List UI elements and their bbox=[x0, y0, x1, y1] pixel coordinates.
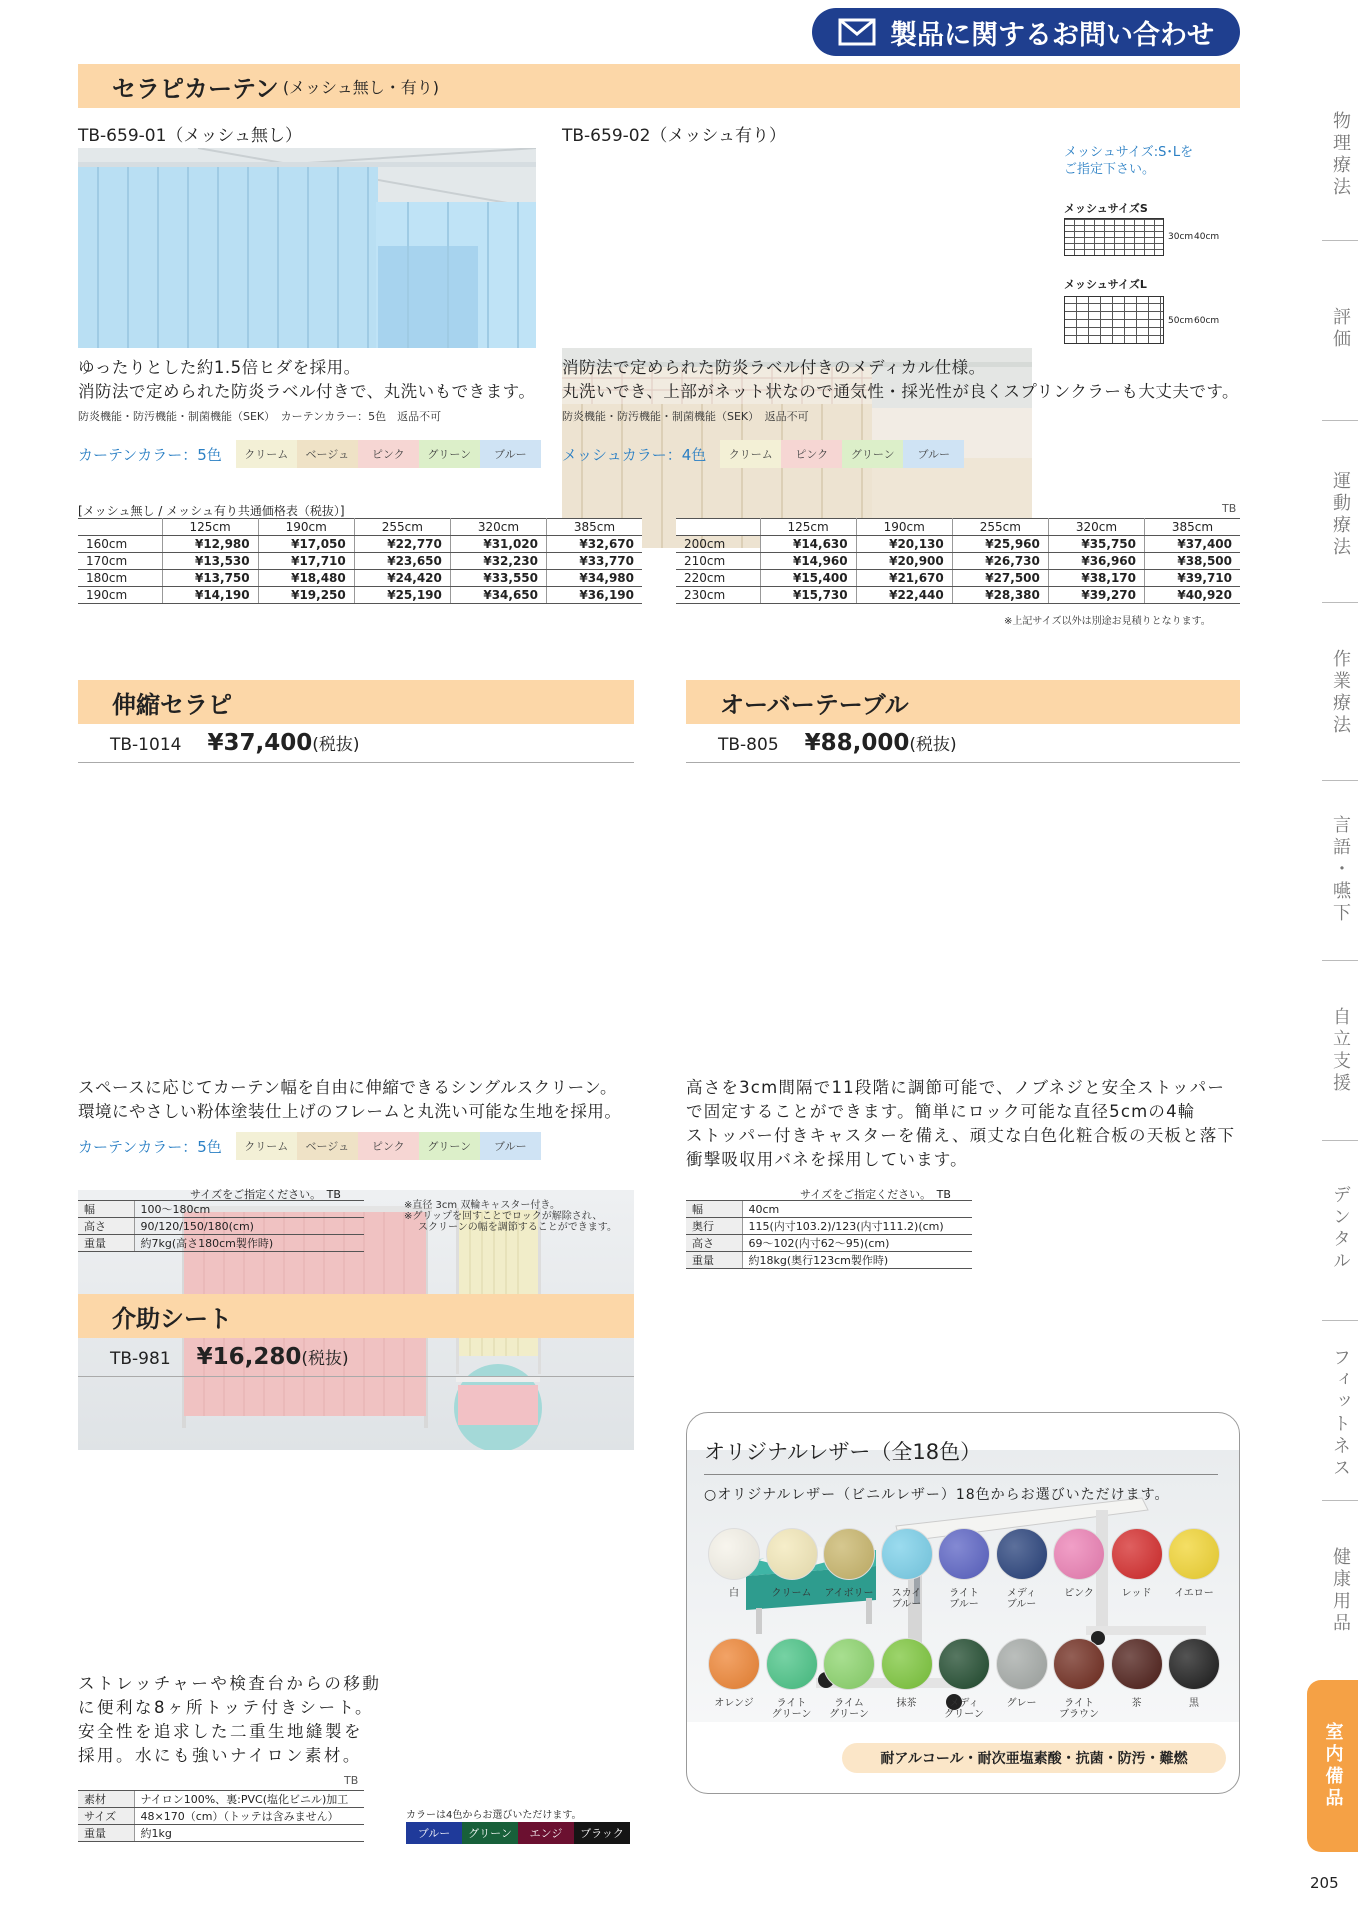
divider bbox=[1322, 780, 1358, 781]
overtable-tax: (税抜) bbox=[909, 735, 957, 755]
kaijo-tax: (税抜) bbox=[301, 1349, 349, 1369]
color-chip-black: ブラック bbox=[574, 1822, 630, 1844]
color-chip-pink: ピンク bbox=[781, 440, 842, 468]
table-row: 220cm ¥15,400 ¥21,670 ¥27,500 ¥38,170 ¥39,710 bbox=[676, 570, 1240, 587]
leather-swatch bbox=[1111, 1528, 1163, 1580]
price-table-note: ※上記サイズ以外は別途お見積りとなります。 bbox=[1004, 616, 1211, 627]
color-chip-cream: クリーム bbox=[236, 1132, 297, 1160]
curtain-right-colors bbox=[562, 440, 964, 468]
leather-swatch bbox=[1053, 1638, 1105, 1690]
table-row: 高さ 69〜102(内寸62〜95)(cm) bbox=[686, 1235, 972, 1252]
leather-swatch bbox=[823, 1528, 875, 1580]
leather-swatch bbox=[881, 1528, 933, 1580]
shinshuku-note-2: ※グリップを回すことでロックが解除され、 bbox=[404, 1211, 603, 1222]
leather-swatch-label: 抹茶 bbox=[896, 1698, 917, 1709]
curtain-left-colors bbox=[78, 440, 541, 468]
shinshuku-price-line bbox=[110, 730, 359, 756]
sidebar-item-exercise-therapy[interactable]: 運動療法 bbox=[1330, 471, 1351, 559]
leather-swatch bbox=[766, 1528, 818, 1580]
color-chip-blue: ブルー bbox=[480, 1132, 541, 1160]
divider bbox=[78, 1376, 634, 1377]
kaijo-spec-code: TB bbox=[344, 1774, 359, 1787]
sidebar-item-physical-therapy[interactable]: 物理療法 bbox=[1330, 111, 1351, 199]
color-chip-blue: ブルー bbox=[903, 440, 964, 468]
price-table-right: 125cm 190cm 255cm 320cm 385cm 200cm ¥14,630 ¥20,130 ¥25,960 ¥35,750 ¥37,400 210cm ¥14,960 ¥20,900 ¥26,730 ¥36,960 ¥38,500 220cm ¥15,400 ¥21,670 ¥27,500 ¥38,170 ¥39,710 230cm ¥15,730 ¥22,440 ¥28,380 ¥39,270 ¥40,920 bbox=[676, 518, 1240, 604]
kaijo-desc-4: 採用。水にも強いナイロン素材。 bbox=[78, 1746, 362, 1765]
divider bbox=[1322, 960, 1358, 961]
curtain-right-note: 防炎機能・防汚機能・制菌機能（SEK） 返品不可 bbox=[562, 410, 809, 423]
table-row: 幅 100〜180cm bbox=[78, 1201, 364, 1218]
leather-swatch bbox=[708, 1638, 760, 1690]
leather-swatch-label: ピンク bbox=[1064, 1588, 1094, 1599]
shinshuku-colors bbox=[78, 1132, 541, 1160]
shinshuku-notes bbox=[404, 1200, 617, 1233]
divider bbox=[686, 762, 1240, 763]
leather-swatch-label: 白 bbox=[729, 1588, 739, 1599]
color-chip-green: グリーン bbox=[419, 1132, 480, 1160]
overtable-desc-2: で固定することができます。簡単にロック可能な直径5cmの4輪 bbox=[686, 1102, 1196, 1121]
leather-swatch-label: オレンジ bbox=[714, 1698, 754, 1709]
sidebar-item-indoor-equipment[interactable]: 室内備品 bbox=[1307, 1680, 1358, 1852]
mesh-l-diagram bbox=[1064, 296, 1164, 344]
mail-icon bbox=[838, 18, 876, 46]
page-number: 205 bbox=[1310, 1874, 1339, 1892]
color-chip-beige: ベージュ bbox=[297, 440, 358, 468]
leather-swatch-label: レッド bbox=[1121, 1588, 1152, 1599]
leather-swatch bbox=[708, 1528, 760, 1580]
mesh-s-dim1: 30cm bbox=[1168, 232, 1194, 242]
section-header-overtable bbox=[686, 680, 1240, 724]
overtable-desc-1: 高さを3cm間隔で11段階に調節可能で、ノブネジと安全ストッパー bbox=[686, 1078, 1226, 1097]
curtain-title: セラピカーテン bbox=[112, 74, 279, 103]
divider bbox=[1322, 602, 1358, 603]
mesh-l-dim2: 60cm bbox=[1194, 316, 1220, 326]
curtain-left-desc bbox=[78, 356, 535, 404]
price-table-code: TB bbox=[1222, 502, 1237, 515]
sidebar-item-speech-swallowing[interactable]: 言語・嚥下 bbox=[1330, 815, 1351, 925]
mesh-l-dim1: 50cm bbox=[1168, 316, 1194, 326]
leather-swatch-label: グレー bbox=[1006, 1698, 1037, 1709]
curtain-left-note: 防炎機能・防汚機能・制菌機能（SEK） カーテンカラー：5色 返品不可 bbox=[78, 410, 442, 423]
table-row: 170cm ¥13,530 ¥17,710 ¥23,650 ¥32,230 ¥33,770 bbox=[78, 553, 642, 570]
leather-subtitle: ○オリジナルレザー（ビニルレザー）18色からお選びいただけます。 bbox=[704, 1487, 1170, 1503]
table-row: 190cm ¥14,190 ¥19,250 ¥25,190 ¥34,650 ¥36,190 bbox=[78, 587, 642, 604]
table-row: 素材 ナイロン100%、裏:PVC(塩化ビニル)加工 bbox=[78, 1791, 364, 1808]
shinshuku-price: ¥37,400 bbox=[207, 730, 313, 756]
contact-button[interactable] bbox=[812, 8, 1240, 56]
table-row: サイズ 48×170（cm）（トッテは含みません） bbox=[78, 1808, 364, 1825]
price-table-left: 125cm 190cm 255cm 320cm 385cm 160cm ¥12,980 ¥17,050 ¥22,770 ¥31,020 ¥32,670 170cm ¥13,530 ¥17,710 ¥23,650 ¥32,230 ¥33,770 180cm ¥13,750 ¥18,480 ¥24,420 ¥33,550 ¥34,980 190cm ¥14,190 ¥19,250 ¥25,190 ¥34,650 ¥36,190 bbox=[78, 518, 642, 604]
table-row: 重量 約7kg(高さ180cm製作時) bbox=[78, 1235, 364, 1252]
color-chip-cream: クリーム bbox=[720, 440, 781, 468]
shinshuku-spec-table bbox=[78, 1200, 364, 1252]
table-row: 180cm ¥13,750 ¥18,480 ¥24,420 ¥33,550 ¥34,980 bbox=[78, 570, 642, 587]
kaijo-price-line bbox=[110, 1344, 349, 1370]
overtable-title: オーバーテーブル bbox=[720, 690, 909, 719]
mesh-s-dim2: 40cm bbox=[1194, 232, 1220, 242]
color-chip-beige: ベージュ bbox=[297, 1132, 358, 1160]
leather-swatch bbox=[996, 1528, 1048, 1580]
leather-swatch-label: メディ ブルー bbox=[1006, 1588, 1037, 1610]
curtain-right-desc bbox=[562, 356, 1239, 404]
leather-swatch-label: イエロー bbox=[1174, 1588, 1214, 1599]
mesh-size-note: メッシュサイズ:S･Lをご指定下さい。 bbox=[1064, 145, 1194, 177]
curtain-left-colors-label: カーテンカラー：5色 bbox=[78, 445, 222, 464]
sidebar-item-dental[interactable]: デンタル bbox=[1330, 1185, 1351, 1273]
kaijo-title: 介助シート bbox=[112, 1304, 232, 1333]
kaijo-desc-2: に便利な8ヶ所トッテ付きシート。 bbox=[78, 1698, 375, 1717]
leather-swatch bbox=[1053, 1528, 1105, 1580]
shinshuku-desc bbox=[78, 1076, 621, 1124]
leather-swatch-label: スカイ ブルー bbox=[891, 1588, 922, 1610]
leather-swatch-label: ライム グリーン bbox=[829, 1698, 869, 1720]
leather-swatch-label: 茶 bbox=[1131, 1698, 1142, 1709]
table-row: 奥行 115(内寸103.2)/123(内寸111.2)(cm) bbox=[686, 1218, 972, 1235]
sidebar-item-occupational-therapy[interactable]: 作業療法 bbox=[1330, 649, 1351, 737]
curtain-left-desc-1: ゆったりとした約1.5倍ヒダを採用。 bbox=[78, 358, 361, 377]
leather-swatch bbox=[881, 1638, 933, 1690]
color-chip-blue: ブルー bbox=[480, 440, 541, 468]
table-row: 重量 約1kg bbox=[78, 1825, 364, 1842]
leather-swatch bbox=[996, 1638, 1048, 1690]
leather-swatch-label: ライト ブルー bbox=[949, 1588, 979, 1610]
shinshuku-tax: (税抜) bbox=[312, 735, 360, 755]
leather-swatch-label: ライト グリーン bbox=[771, 1698, 812, 1720]
table-row: 重量 約18kg(奥行123cm製作時) bbox=[686, 1252, 972, 1269]
curtain-right-model: TB-659-02（メッシュ有り） bbox=[562, 126, 787, 146]
curtain-right-desc-2: 丸洗いでき、上部がネット状なので通気性・採光性が良くスプリンクラーも大丈夫です。 bbox=[562, 382, 1240, 401]
table-row: 高さ 90/120/150/180(cm) bbox=[78, 1218, 364, 1235]
leather-swatch bbox=[1168, 1638, 1220, 1690]
table-row: 幅 40cm bbox=[686, 1201, 972, 1218]
overtable-desc-3: ストッパー付きキャスターを備え、頑丈な白色化粧合板の天板と落下 bbox=[686, 1126, 1236, 1145]
curtain-left-model: TB-659-01（メッシュ無し） bbox=[78, 126, 303, 146]
color-chip-green: グリーン bbox=[419, 440, 480, 468]
kaijo-desc-1: ストレッチャーや検査台からの移動 bbox=[78, 1674, 382, 1693]
curtain-left-desc-2: 消防法で定められた防炎ラベル付きで、丸洗いもできます。 bbox=[78, 382, 536, 401]
curtain-title-sub: (メッシュ無し・有り) bbox=[282, 77, 439, 97]
shinshuku-spec-head: サイズをご指定ください。 TB bbox=[190, 1188, 341, 1201]
curtain-right-desc-1: 消防法で定められた防炎ラベル付きのメディカル仕様。 bbox=[562, 358, 986, 377]
color-chip-green: グリーン bbox=[842, 440, 903, 468]
table-row: 200cm ¥14,630 ¥20,130 ¥25,960 ¥35,750 ¥37,400 bbox=[676, 536, 1240, 553]
color-chip-cream: クリーム bbox=[236, 440, 297, 468]
section-header-kaijo bbox=[78, 1294, 634, 1338]
divider bbox=[1322, 1140, 1358, 1141]
leather-swatch bbox=[938, 1528, 990, 1580]
leather-footer: 耐アルコール・耐次亜塩素酸・抗菌・防汚・難燃 bbox=[842, 1743, 1226, 1773]
leather-title: オリジナルレザー（全18色） bbox=[704, 1440, 982, 1464]
section-header-curtain bbox=[78, 64, 1240, 108]
shinshuku-note-3: スクリーンの幅を調節することができます。 bbox=[418, 1222, 617, 1233]
overtable-model: TB-805 bbox=[718, 735, 779, 755]
sidebar-item-independence[interactable]: 自立支援 bbox=[1330, 1007, 1351, 1095]
divider bbox=[1322, 420, 1358, 421]
mesh-l-label: メッシュサイズL bbox=[1064, 278, 1147, 291]
overtable-spec-head: サイズをご指定ください。 TB bbox=[800, 1188, 951, 1201]
overtable-price-line bbox=[718, 730, 957, 756]
color-chip-pink: ピンク bbox=[358, 1132, 419, 1160]
shinshuku-colors-label: カーテンカラー：5色 bbox=[78, 1137, 222, 1156]
divider bbox=[1322, 240, 1358, 241]
shinshuku-desc-2: 環境にやさしい粉体塗装仕上げのフレームと丸洗い可能な生地を採用。 bbox=[78, 1102, 622, 1121]
overtable-desc bbox=[686, 1076, 1246, 1172]
color-chip-green: グリーン bbox=[462, 1822, 518, 1844]
leather-swatch bbox=[1168, 1528, 1220, 1580]
color-chip-pink: ピンク bbox=[358, 440, 419, 468]
curtain-right-colors-label: メッシュカラー：4色 bbox=[562, 445, 707, 464]
divider bbox=[704, 1474, 1218, 1475]
shinshuku-note-1: ※直径 3cm 双輪キャスター付き。 bbox=[404, 1200, 560, 1211]
overtable-price: ¥88,000 bbox=[804, 730, 910, 756]
leather-swatch-label: クリーム bbox=[771, 1588, 812, 1599]
kaijo-spec-table bbox=[78, 1790, 364, 1842]
divider bbox=[78, 762, 634, 763]
leather-swatch bbox=[823, 1638, 875, 1690]
kaijo-desc bbox=[78, 1672, 381, 1768]
leather-swatch-label: ライト ブラウン bbox=[1059, 1698, 1099, 1720]
leather-swatch-label: アイボリー bbox=[824, 1588, 874, 1599]
leather-swatch bbox=[766, 1638, 818, 1690]
leather-swatch bbox=[938, 1638, 990, 1690]
shinshuku-model: TB-1014 bbox=[110, 735, 182, 755]
contact-label: 製品に関するお問い合わせ bbox=[890, 19, 1214, 51]
table-row: 230cm ¥15,730 ¥22,440 ¥28,380 ¥39,270 ¥40,920 bbox=[676, 587, 1240, 604]
price-table-title: [メッシュ無し / メッシュ有り共通価格表（税抜）] bbox=[78, 504, 345, 518]
leather-swatch-label: メディ グリーン bbox=[944, 1698, 984, 1720]
sidebar-item-health[interactable]: 健康用品 bbox=[1330, 1547, 1351, 1635]
color-chip-blue: ブルー bbox=[406, 1822, 462, 1844]
color-chip-enji: エンジ bbox=[518, 1822, 574, 1844]
kaijo-model: TB-981 bbox=[110, 1349, 171, 1369]
curtain-photo-left bbox=[78, 148, 536, 348]
kaijo-colors bbox=[406, 1822, 630, 1844]
kaijo-color-note: カラーは4色からお選びいただけます。 bbox=[406, 1810, 582, 1821]
divider bbox=[1322, 1500, 1358, 1501]
divider bbox=[1322, 1320, 1358, 1321]
mesh-s-label: メッシュサイズS bbox=[1064, 202, 1148, 215]
section-header-shinshuku bbox=[78, 680, 634, 724]
overtable-desc-4: 衝撃吸収用バネを採用しています。 bbox=[686, 1150, 968, 1169]
shinshuku-desc-1: スペースに応じてカーテン幅を自由に伸縮できるシングルスクリーン。 bbox=[78, 1078, 617, 1097]
leather-swatch bbox=[1111, 1638, 1163, 1690]
leather-swatch-label: 黒 bbox=[1189, 1698, 1199, 1709]
overtable-spec-table bbox=[686, 1200, 972, 1269]
table-row: 210cm ¥14,960 ¥20,900 ¥26,730 ¥36,960 ¥38,500 bbox=[676, 553, 1240, 570]
table-row: 160cm ¥12,980 ¥17,050 ¥22,770 ¥31,020 ¥32,670 bbox=[78, 536, 642, 553]
kaijo-price: ¥16,280 bbox=[196, 1344, 302, 1370]
sidebar-item-fitness[interactable]: フィットネス bbox=[1330, 1348, 1351, 1480]
sidebar-item-evaluation[interactable]: 評価 bbox=[1330, 307, 1351, 351]
shinshuku-title: 伸縮セラピ bbox=[112, 690, 232, 719]
kaijo-desc-3: 安全性を追求した二重生地縫製を bbox=[78, 1722, 363, 1741]
mesh-s-diagram bbox=[1064, 218, 1164, 256]
